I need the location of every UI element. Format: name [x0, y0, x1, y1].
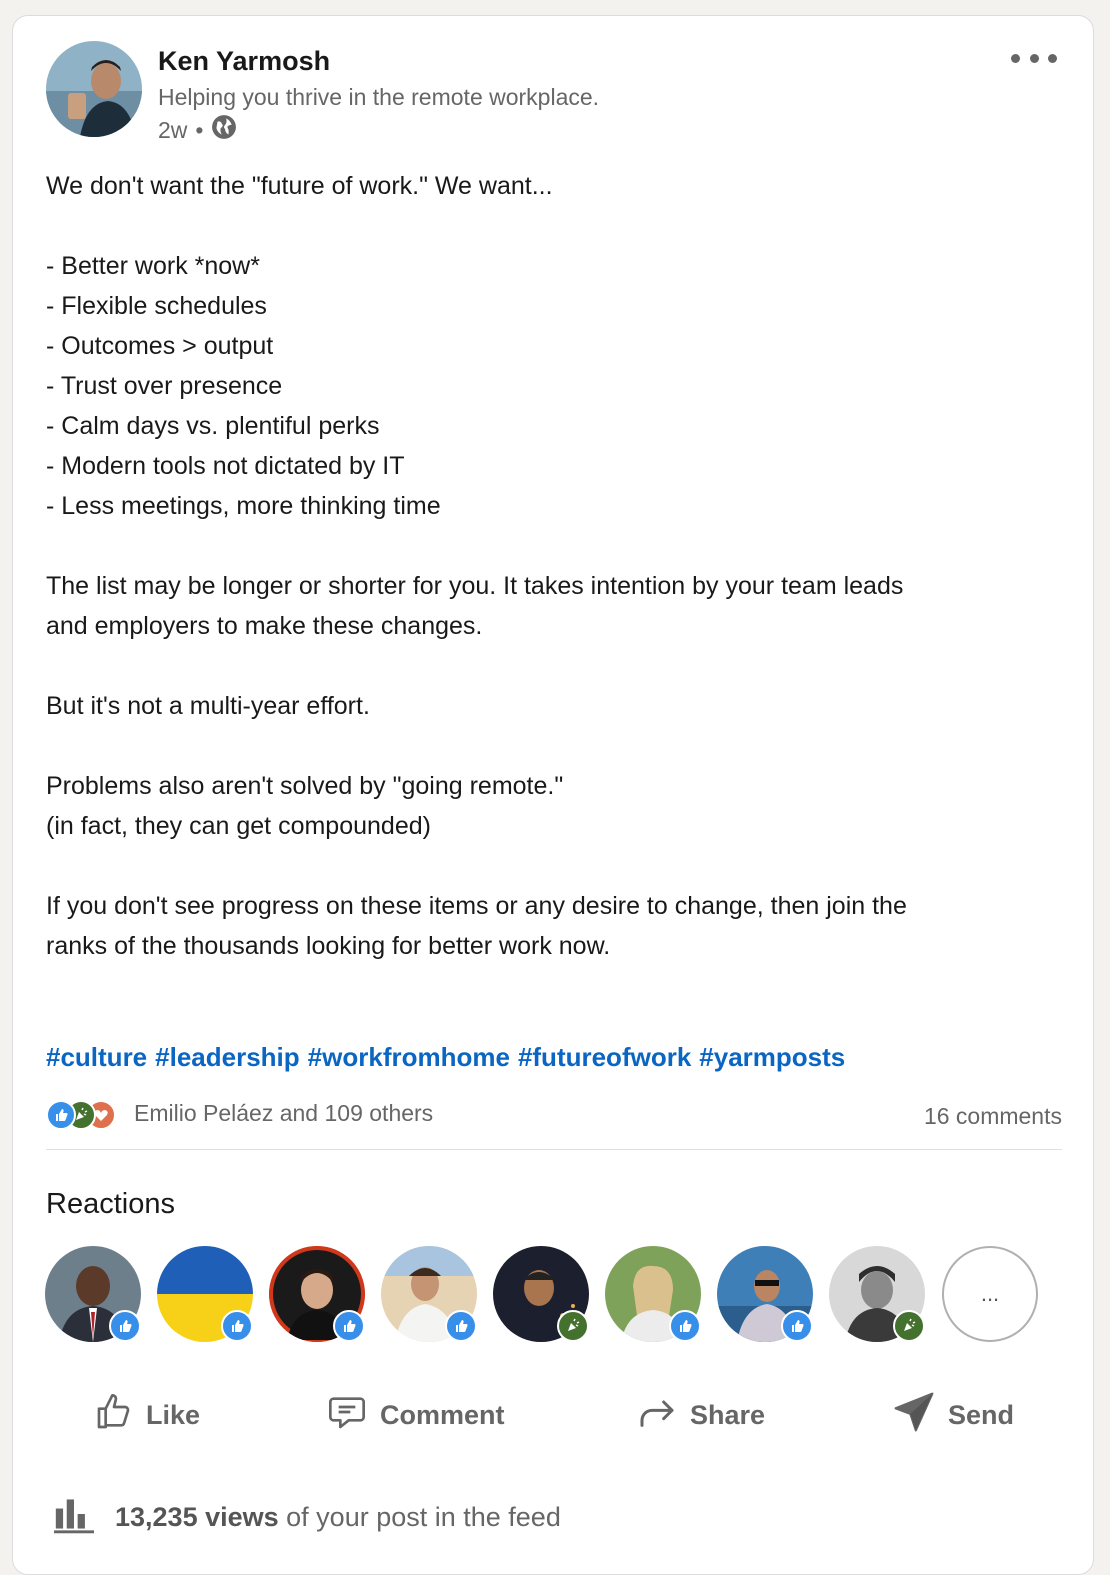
body-line: and employers to make these changes.: [46, 612, 483, 640]
dot-icon: [1030, 54, 1039, 63]
comment-label: Comment: [380, 1399, 505, 1430]
more-options-button[interactable]: [1011, 46, 1057, 70]
views-count: 13,235 views: [115, 1502, 279, 1532]
author-name[interactable]: Ken Yarmosh: [158, 46, 331, 76]
body-line: [46, 726, 1066, 766]
post-meta: [158, 114, 237, 146]
body-line: But it's not a multi-year effort.: [46, 692, 370, 720]
action-bar: [46, 1388, 1062, 1442]
reactor-item[interactable]: [493, 1246, 605, 1344]
body-line: - Outcomes > output: [46, 332, 274, 360]
reactions-heading: Reactions: [46, 1188, 175, 1220]
post-card: [12, 15, 1094, 1575]
like-reaction-icon: [46, 1100, 76, 1130]
body-line: [46, 846, 1066, 886]
body-line: Problems also aren't solved by "going remote.": [46, 772, 564, 800]
like-button[interactable]: [94, 1388, 200, 1442]
body-line: - Less meetings, more thinking time: [46, 492, 441, 520]
author-headline: Helping you thrive in the remote workplace.: [158, 84, 600, 110]
social-counts: [46, 1098, 1062, 1132]
body-line: [46, 526, 1066, 566]
hashtag-link[interactable]: #leadership: [155, 1042, 300, 1072]
reactor-item[interactable]: [45, 1246, 157, 1344]
send-label: Send: [948, 1399, 1015, 1430]
hashtag-link[interactable]: #workfromhome: [307, 1042, 510, 1072]
reactor-item[interactable]: [605, 1246, 717, 1344]
views-text: [115, 1502, 561, 1533]
body-line: [46, 206, 1066, 246]
like-badge-icon: [445, 1310, 477, 1342]
globe-icon: [211, 114, 237, 146]
reactor-item[interactable]: [829, 1246, 941, 1344]
reactions-summary-link[interactable]: Emilio Peláez and 109 others: [134, 1100, 434, 1126]
post-analytics-link[interactable]: [51, 1494, 561, 1541]
hashtag-link[interactable]: #futureofwork: [517, 1042, 692, 1072]
hashtags: [46, 1042, 845, 1073]
body-line: - Calm days vs. plentiful perks: [46, 412, 380, 440]
like-badge-icon: [781, 1310, 813, 1342]
dot-icon: [1011, 54, 1020, 63]
post-time: 2w: [158, 116, 188, 143]
share-button[interactable]: [636, 1388, 765, 1442]
celebrate-badge-icon: [557, 1310, 589, 1342]
dot-icon: [1048, 54, 1057, 63]
send-button[interactable]: [892, 1388, 1014, 1442]
author-avatar[interactable]: [46, 41, 142, 137]
reactor-item[interactable]: [269, 1246, 381, 1344]
like-label: Like: [146, 1399, 201, 1430]
body-line: The list may be longer or shorter for you. It takes intention by your team leads: [46, 572, 904, 600]
reactor-item[interactable]: [717, 1246, 829, 1344]
share-arrow-icon: [636, 1392, 678, 1439]
body-line: We don't want the "future of work." We want...: [46, 172, 553, 200]
body-line: - Modern tools not dictated by IT: [46, 452, 405, 480]
like-badge-icon: [333, 1310, 365, 1342]
like-badge-icon: [221, 1310, 253, 1342]
comment-icon: [326, 1392, 368, 1439]
reaction-icons[interactable]: [46, 1100, 136, 1130]
like-badge-icon: [109, 1310, 141, 1342]
body-line: [46, 646, 1066, 686]
bar-chart-icon: [51, 1494, 97, 1541]
like-badge-icon: [669, 1310, 701, 1342]
reactor-item[interactable]: [157, 1246, 269, 1344]
hashtag-link[interactable]: #culture: [46, 1042, 148, 1072]
comment-button[interactable]: [326, 1388, 505, 1442]
body-line: - Better work *now*: [46, 252, 260, 280]
views-suffix: of your post in the feed: [286, 1502, 561, 1532]
divider: [46, 1149, 1062, 1150]
body-line: (in fact, they can get compounded): [46, 812, 431, 840]
share-label: Share: [690, 1399, 766, 1430]
reactor-list: [45, 1246, 1045, 1344]
celebrate-badge-icon: [893, 1310, 925, 1342]
body-line: ranks of the thousands looking for better work now.: [46, 932, 611, 960]
hashtag-link[interactable]: #yarmposts: [699, 1042, 846, 1072]
thumbs-up-icon: [94, 1392, 134, 1439]
body-line: - Flexible schedules: [46, 292, 267, 320]
send-icon: [892, 1390, 936, 1441]
post-body: [46, 166, 1066, 966]
reactor-item[interactable]: [381, 1246, 493, 1344]
body-line: - Trust over presence: [46, 372, 283, 400]
more-reactions-button[interactable]: ...: [942, 1246, 1038, 1342]
body-line: If you don't see progress on these items or any desire to change, then join the: [46, 892, 907, 920]
comments-count-link[interactable]: 16 comments: [923, 1103, 1062, 1129]
meta-separator: •: [195, 116, 204, 143]
